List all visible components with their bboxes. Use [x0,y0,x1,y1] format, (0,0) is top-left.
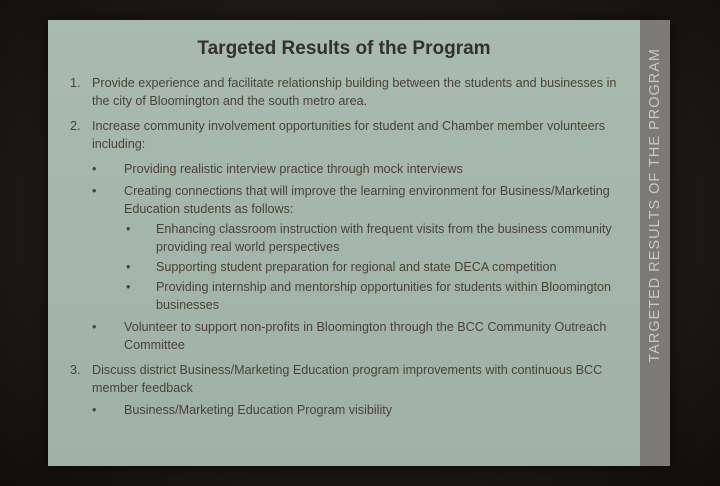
presentation-slide [48,20,670,466]
sidebar-label: TARGETED RESULTS OF THE PROGRAM [647,48,663,363]
item-text: Discuss district Business/Marketing Education program improvements with continuous BCC member feedback [92,363,603,395]
item-number: 1. [70,76,81,90]
bullet-icon: • [92,320,97,334]
numbered-item-1 [70,74,635,110]
numbered-item-3 [70,361,635,397]
item-number: 3. [70,363,81,377]
bullet-item [70,160,635,178]
sub-bullet-text: Providing internship and mentorship opportunities for students within Bloomington businesses [156,280,612,312]
item-text: Increase community involvement opportunities for student and Chamber member volunteers including: [92,119,606,151]
numbered-item-2 [70,117,635,153]
bullet-text: Business/Marketing Education Program visibility [124,403,393,417]
bullet-icon: • [126,260,131,274]
slide-content [70,74,635,419]
slide-title: Targeted Results of the Program [197,38,491,59]
slide-sidebar [640,20,670,466]
bullet-icon: • [92,162,97,176]
sub-bullet-text: Enhancing classroom instruction with frequent visits from the business community providing real world perspectives [156,222,612,254]
sub-bullet-item [70,278,635,314]
bullet-text: Creating connections that will improve the learning environment for Business/Marketing Education students as follows: [124,184,610,216]
bullet-icon: • [126,280,131,294]
item-text: Provide experience and facilitate relationship building between the students and businesses in the city of Bloomington and the south metro area. [92,76,617,108]
bullet-text: Volunteer to support non-profits in Bloomington through the BCC Community Outreach Committee [124,320,607,352]
bullet-text: Providing realistic interview practice through mock interviews [124,162,463,176]
sub-bullet-item [70,220,635,256]
bullet-item [70,401,635,419]
bullet-icon: • [92,184,97,198]
sub-bullet-text: Supporting student preparation for regional and state DECA competition [156,260,557,274]
sub-bullet-item [70,258,635,276]
bullet-icon: • [126,222,131,236]
item-number: 2. [70,119,81,133]
bullet-item [70,318,635,354]
bullet-icon: • [92,403,97,417]
bullet-item [70,182,635,218]
